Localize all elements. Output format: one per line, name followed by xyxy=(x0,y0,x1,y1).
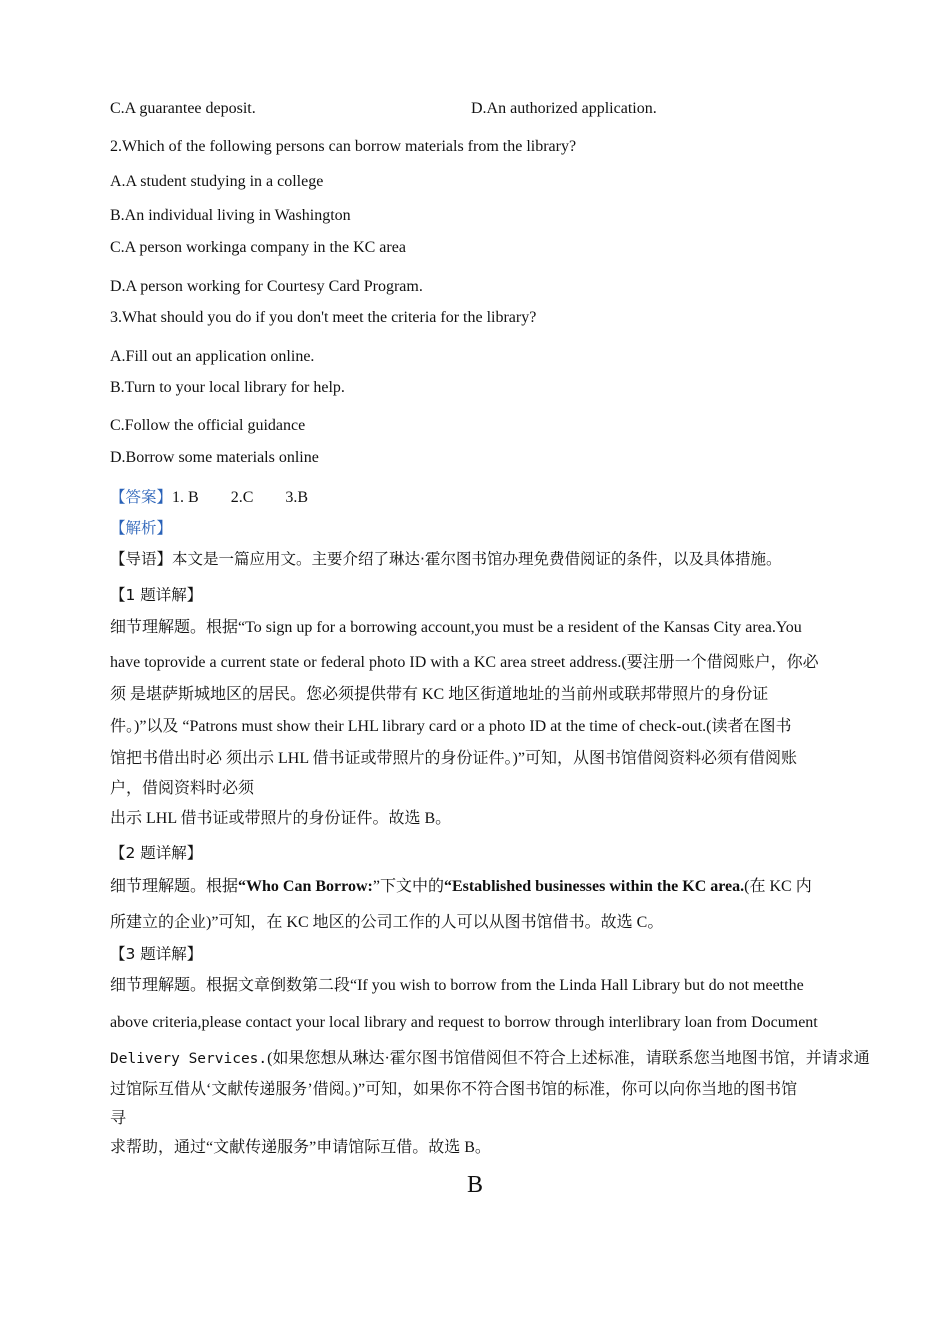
detail-3-line-2: above criteria,please contact your local library and request to borrow through interlibrary loan from Document xyxy=(110,1014,818,1031)
detail-1-line-4: 件。)”以及 “Patrons must show their LHL library card or a photo ID at the time of check-out.(读者在图书 xyxy=(110,718,792,735)
detail-1-line-5: 馆把书借出时必 须出示 LHL 借书证或带照片的身份证件。)”可知，从图书馆借阅资料必须有借阅账 xyxy=(110,750,797,767)
q1-option-d: D.An authorized application. xyxy=(471,100,657,117)
answer-label: 【答案】 xyxy=(110,488,173,506)
intro-line xyxy=(110,549,781,569)
detail-1-line-2: have toprovide a current state or federal photo ID with a KC area street address.(要注册一个借阅账户，你必 xyxy=(110,654,819,671)
detail-2-title: 【2 题详解】 xyxy=(110,844,203,862)
detail-2-mid: ”下文中的 xyxy=(372,878,444,895)
detail-2-lead: 细节理解题。根据 xyxy=(110,878,239,895)
q2-option-c: C.A person workinga company in the KC area xyxy=(110,239,406,256)
q2-option-a: A.A student studying in a college xyxy=(110,173,324,190)
q3-option-c: C.Follow the official guidance xyxy=(110,417,306,434)
q2-option-d: D.A person working for Courtesy Card Program. xyxy=(110,278,423,295)
detail-3-title: 【3 题详解】 xyxy=(110,945,203,963)
q2-stem: 2.Which of the following persons can borrow materials from the library? xyxy=(110,138,577,155)
detail-1-line-7: 出示 LHL 借书证或带照片的身份证件。故选 B。 xyxy=(110,810,452,827)
detail-2-line-2: 所建立的企业)”可知，在 KC 地区的公司工作的人可以从图书馆借书。故选 C。 xyxy=(110,914,664,931)
q3-option-a: A.Fill out an application online. xyxy=(110,348,315,365)
detail-3-line-5: 寻 xyxy=(110,1110,127,1127)
detail-3-line-3 xyxy=(110,1049,870,1069)
analysis-label: 【解析】 xyxy=(110,519,173,537)
answer-3: 3.B xyxy=(285,489,309,506)
detail-1-line-6: 户，借阅资料时必须 xyxy=(110,780,255,797)
detail-1-line-3: 须 是堪萨斯城地区的居民。您必须提供带有 KC 地区街道地址的当前州或联邦带照片的身份证 xyxy=(110,686,769,703)
answer-1: 1. B xyxy=(172,489,199,506)
q2-option-b: B.An individual living in Washington xyxy=(110,207,351,224)
detail-2-line-1 xyxy=(110,877,812,897)
q3-stem: 3.What should you do if you don't meet the criteria for the library? xyxy=(110,309,537,326)
answer-2: 2.C xyxy=(230,489,254,506)
q1-option-c: C.A guarantee deposit. xyxy=(110,100,256,117)
detail-3-line-1: 细节理解题。根据文章倒数第二段“If you wish to borrow from the Linda Hall Library but do not meetthe xyxy=(110,977,804,994)
intro-text: 本文是一篇应用文。主要介绍了琳达·霍尔图书馆办理免费借阅证的条件，以及具体措施。 xyxy=(172,550,782,568)
detail-3-line-3-rest: (如果您想从琳达·霍尔图书馆借阅但不符合上述标准，请联系您当地图书馆，并请求通 xyxy=(267,1050,870,1067)
detail-2-tail: (在 KC 内 xyxy=(744,878,812,895)
q3-option-d: D.Borrow some materials online xyxy=(110,449,319,466)
intro-label: 【导语】 xyxy=(110,550,173,568)
detail-2-quote-1: “Who Can Borrow: xyxy=(238,878,373,895)
answer-line xyxy=(110,487,308,508)
section-heading: B xyxy=(466,1172,483,1198)
detail-3-line-4: 过馆际互借从‘文献传递服务’借阅。)”可知，如果你不符合图书馆的标准，你可以向你当地的图书馆 xyxy=(110,1081,798,1098)
detail-3-line-6: 求帮助，通过“文献传递服务”申请馆际互借。故选 B。 xyxy=(110,1139,491,1156)
q3-option-b: B.Turn to your local library for help. xyxy=(110,379,345,396)
detail-3-mono-text: Delivery Services. xyxy=(110,1051,268,1067)
detail-2-quote-2: “Established businesses within the KC area. xyxy=(443,878,745,895)
detail-1-line-1: 细节理解题。根据“To sign up for a borrowing account,you must be a resident of the Kansas City area.You xyxy=(110,619,802,636)
detail-1-title: 【1 题详解】 xyxy=(110,586,203,604)
